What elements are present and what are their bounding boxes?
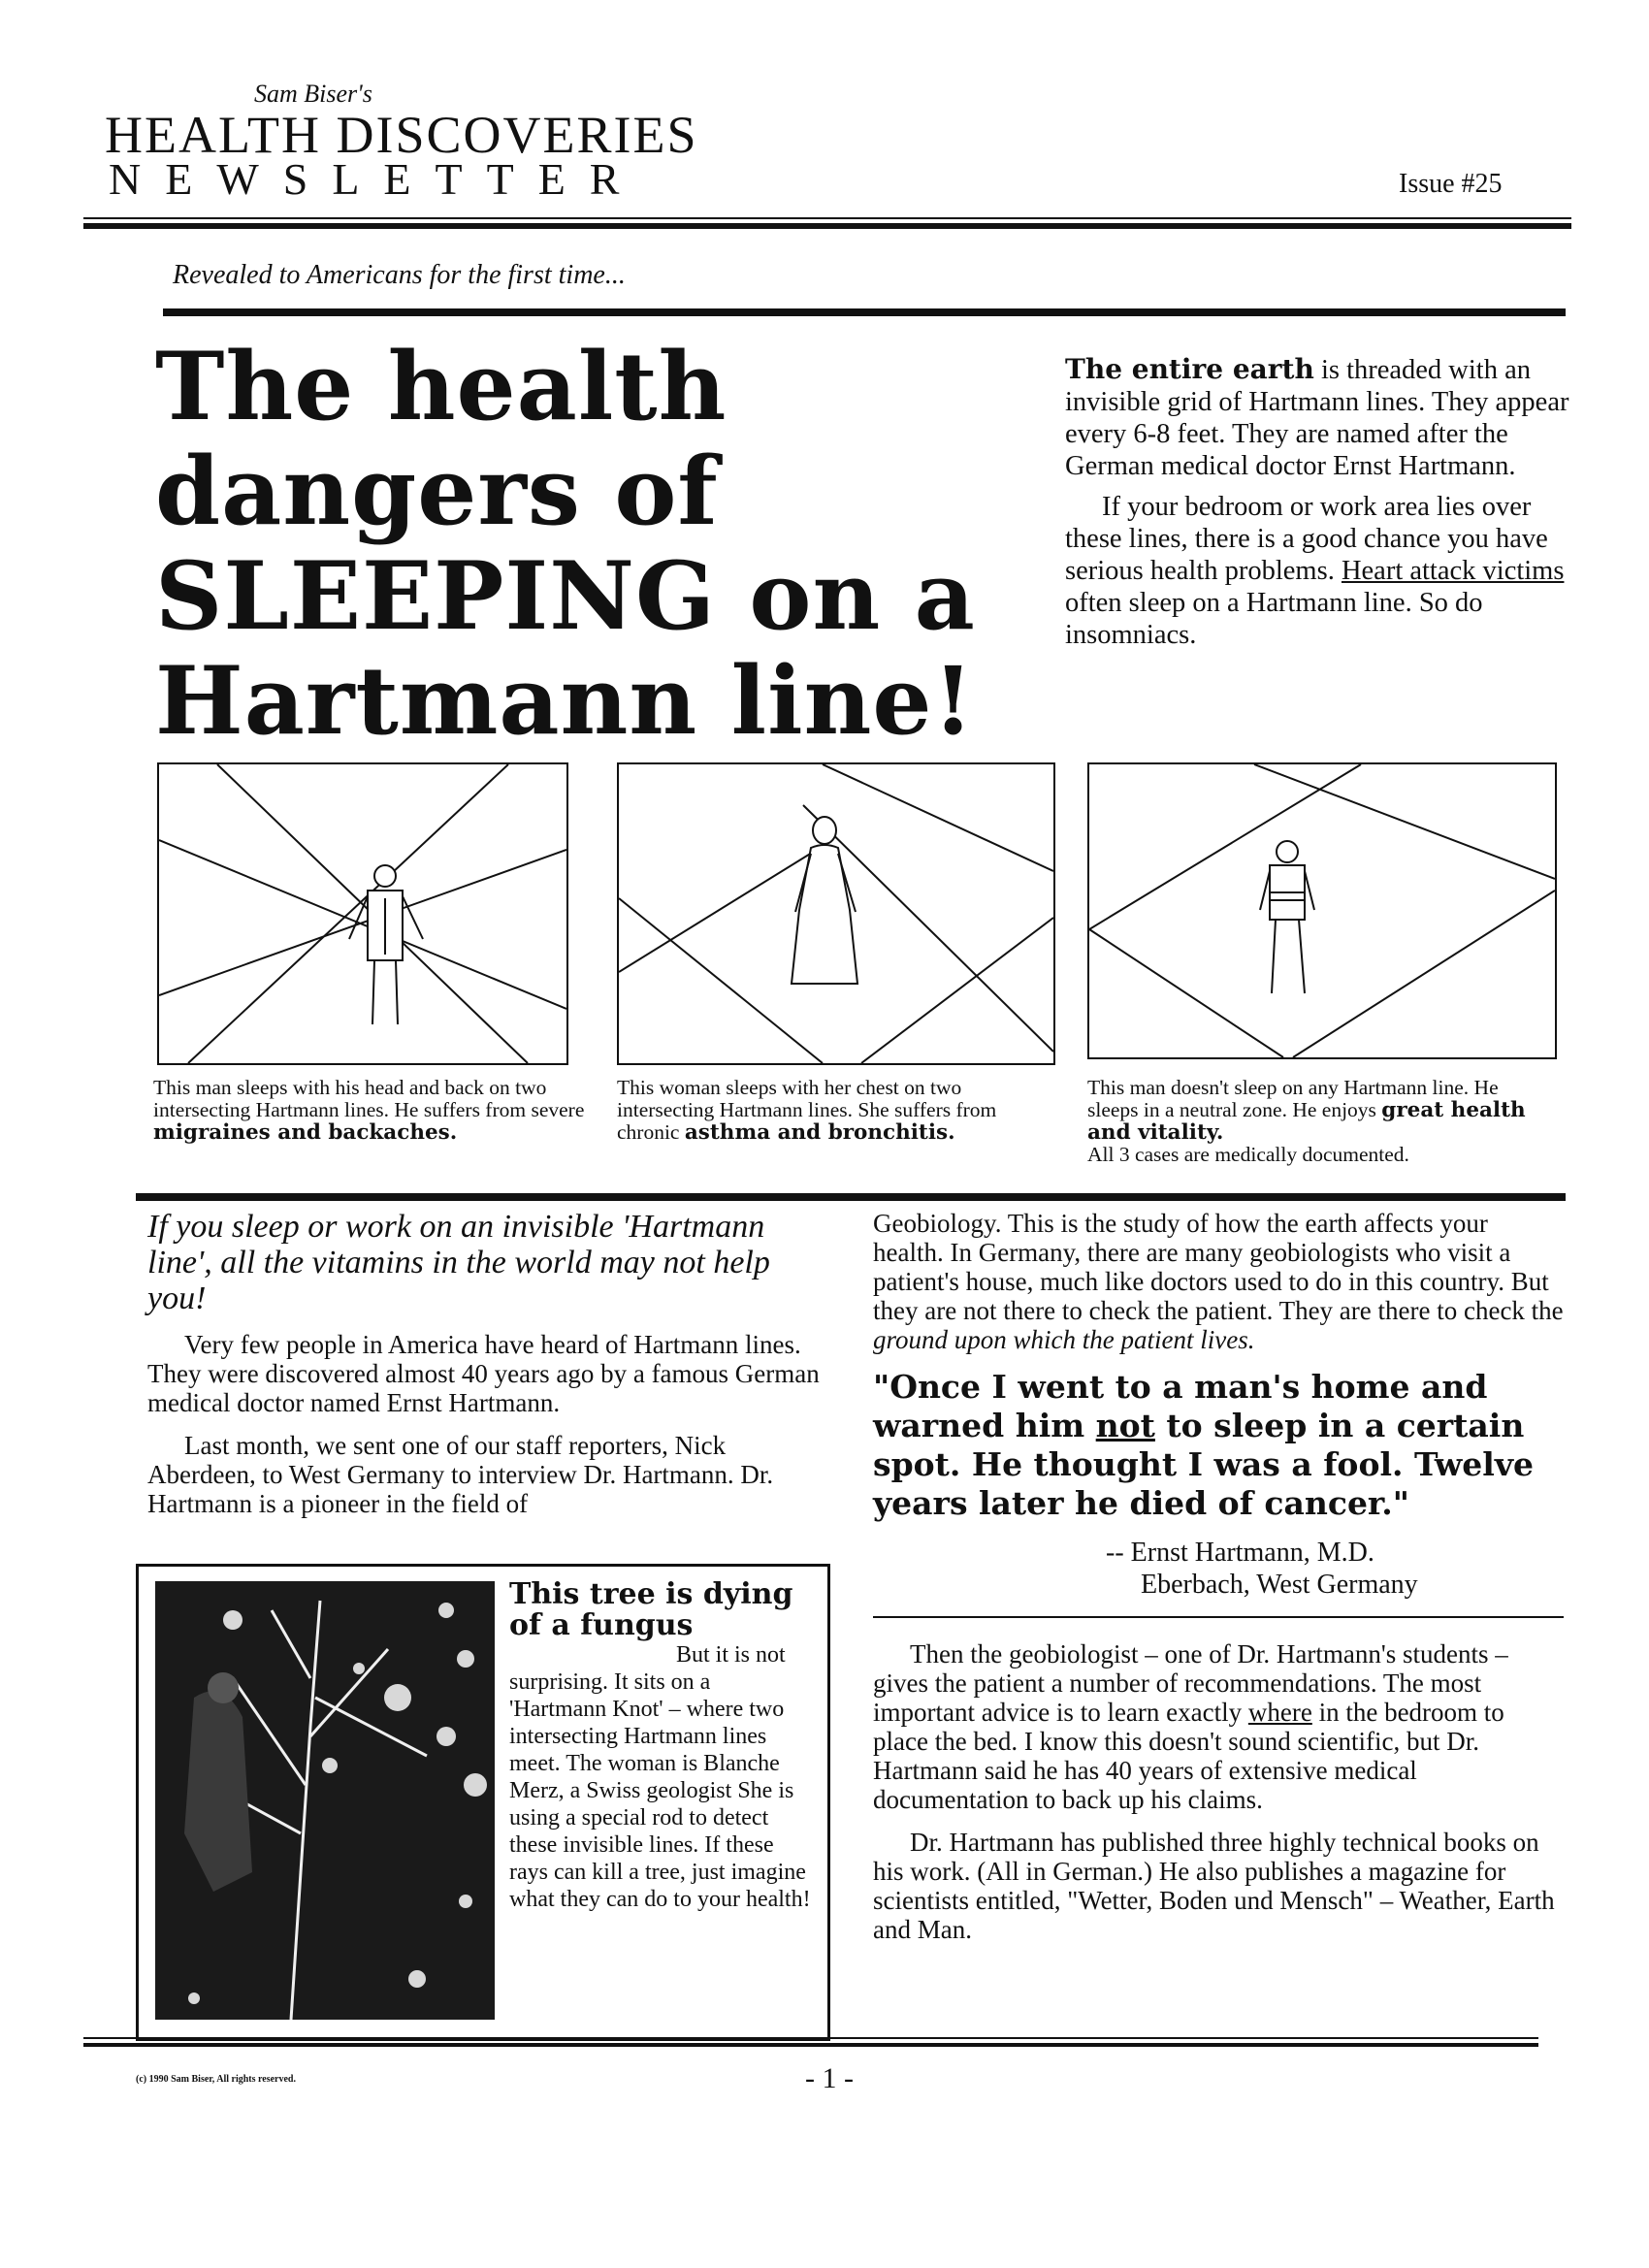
headline-rule bbox=[163, 308, 1566, 316]
tree-photo bbox=[155, 1581, 495, 2020]
photo-title: This tree is dying of a fungus bbox=[509, 1577, 793, 1642]
photo-body: But it is not surprising. It sits on a 'Hartmann Knot' – where two intersecting Hartmann lines meet. The woman is Blanche Merz, a Swiss geologist She is using a special rod to detect these invisible lines. If these rays can kill a tree, just imagine what they can do to your health! bbox=[509, 1642, 811, 1912]
right-p1-italic: ground upon which the patient lives. bbox=[873, 1325, 1255, 1354]
panel-1-figure bbox=[159, 764, 566, 1063]
headline-line-4: Hartmann line! bbox=[155, 646, 975, 756]
masthead-rule-top bbox=[83, 217, 1571, 219]
right-paragraph-1 bbox=[873, 1209, 1564, 1354]
masthead-rule bbox=[83, 223, 1571, 229]
panel-3-figure bbox=[1089, 764, 1555, 1057]
quote-rule bbox=[873, 1616, 1564, 1618]
illustration-panel-1 bbox=[157, 762, 568, 1065]
footer-rule-top bbox=[83, 2037, 1538, 2039]
intro-underlined: Heart attack victims bbox=[1341, 556, 1565, 586]
panel-2-caption-bold: asthma and bronchitis. bbox=[684, 1120, 955, 1145]
right-column bbox=[873, 1209, 1564, 1958]
intro-text bbox=[1065, 353, 1569, 660]
headline-line-1: The health bbox=[155, 332, 728, 441]
quote-underlined: not bbox=[1095, 1407, 1155, 1444]
right-p1-a: Geobiology. This is the study of how the earth affects your health. In Germany, there are many geobiologists who visit a patient's house, much like doctors used to do in this country. But they are not there to check the patient. They are there to check the bbox=[873, 1209, 1564, 1325]
section-rule bbox=[136, 1193, 1566, 1201]
left-paragraph-2: Last month, we sent one of our staff reporters, Nick Aberdeen, to West Germany to interview Dr. Hartmann. Dr. Hartmann is a pioneer in the field of bbox=[147, 1431, 774, 1518]
footer-rule bbox=[83, 2043, 1538, 2047]
headline-line-3: SLEEPING on a bbox=[155, 541, 976, 651]
photo-caption bbox=[509, 1579, 812, 1913]
right-p2-underlined: where bbox=[1247, 1698, 1312, 1727]
right-paragraph-3: Dr. Hartmann has published three highly technical books on his work. (All in German.) He also publishes a magazine for scientists entitled, "Wetter, Boden und Mensch" – Weather, Earth and Man. bbox=[873, 1828, 1555, 1944]
panel-2-caption-text: This woman sleeps with her chest on two intersecting Hartmann lines. She suffers from chronic bbox=[617, 1076, 997, 1144]
right-paragraph-2 bbox=[873, 1639, 1564, 1814]
intro-paragraph-2 bbox=[1065, 491, 1569, 651]
pull-quote bbox=[873, 1368, 1564, 1523]
tree-photo-image bbox=[155, 1581, 495, 2020]
page-number: - 1 - bbox=[805, 2062, 854, 2094]
attribution-name: -- Ernst Hartmann, M.D. bbox=[1106, 1538, 1374, 1568]
headline-line-2: dangers of bbox=[155, 437, 719, 546]
panel-2-figure bbox=[619, 764, 1053, 1063]
masthead-subtitle: NEWSLETTER bbox=[109, 154, 644, 204]
intro-p1-rest: is threaded with an invisible grid of Hartmann lines. They appear every 6-8 feet. They are named after the German medical doctor Ernst Hartmann. bbox=[1065, 355, 1569, 481]
teaser: If you sleep or work on an invisible 'Hartmann line', all the vitamins in the world may not help you! bbox=[147, 1209, 770, 1316]
attribution-place: Eberbach, West Germany bbox=[1141, 1570, 1418, 1600]
left-column bbox=[147, 1209, 834, 1532]
panel-1-caption-text: This man sleeps with his head and back on two intersecting Hartmann lines. He suffers from severe bbox=[153, 1076, 585, 1121]
right-p2-a: Then the geobiologist – one of Dr. Hartmann's students – gives the patient a number of recommendations. The most important advice is to learn exactly bbox=[873, 1639, 1508, 1727]
panel-3-caption-text: This man doesn't sleep on any Hartmann line. He sleeps in a neutral zone. He enjoys bbox=[1087, 1076, 1499, 1121]
copyright: (c) 1990 Sam Biser, All rights reserved. bbox=[136, 2074, 296, 2085]
panel-2-caption bbox=[617, 1077, 1053, 1144]
quote-attribution bbox=[1106, 1537, 1564, 1601]
panel-3-caption-tail: All 3 cases are medically documented. bbox=[1087, 1143, 1409, 1166]
masthead-kicker: Sam Biser's bbox=[254, 80, 372, 108]
intro-p2-a: If your bedroom or work area lies over these lines, there is a good chance you have serious health problems. bbox=[1065, 492, 1548, 586]
illustration-panel-3 bbox=[1087, 762, 1557, 1059]
intro-lead: The entire earth bbox=[1065, 353, 1314, 385]
panel-3-caption-bold: great health and vitality. bbox=[1087, 1098, 1526, 1145]
quote-a: "Once I went to a man's home and warned him bbox=[873, 1368, 1488, 1444]
panel-1-caption bbox=[153, 1077, 590, 1144]
illustration-panel-2 bbox=[617, 762, 1055, 1065]
panel-1-caption-bold: migraines and backaches. bbox=[153, 1120, 458, 1145]
quote-b: to sleep in a certain spot. He thought I was a fool. Twelve years later he died of cancer." bbox=[873, 1407, 1535, 1522]
right-p2-b: in the bedroom to place the bed. I know this doesn't sound scientific, but Dr. Hartmann said he has 40 years of extensive medical documentation to back up his claims. bbox=[873, 1698, 1504, 1814]
intro-paragraph-1 bbox=[1065, 353, 1569, 482]
issue-number: Issue #25 bbox=[1399, 169, 1503, 199]
intro-p2-b: often sleep on a Hartmann line. So do insomniacs. bbox=[1065, 588, 1483, 650]
masthead-title: HEALTH DISCOVERIES bbox=[105, 106, 698, 164]
headline bbox=[155, 332, 1057, 756]
revealed-kicker: Revealed to Americans for the first time... bbox=[173, 260, 626, 290]
left-paragraph-1: Very few people in America have heard of Hartmann lines. They were discovered almost 40 years ago by a famous German medical doctor named Ernst Hartmann. bbox=[147, 1330, 820, 1417]
panel-3-caption bbox=[1087, 1077, 1553, 1166]
